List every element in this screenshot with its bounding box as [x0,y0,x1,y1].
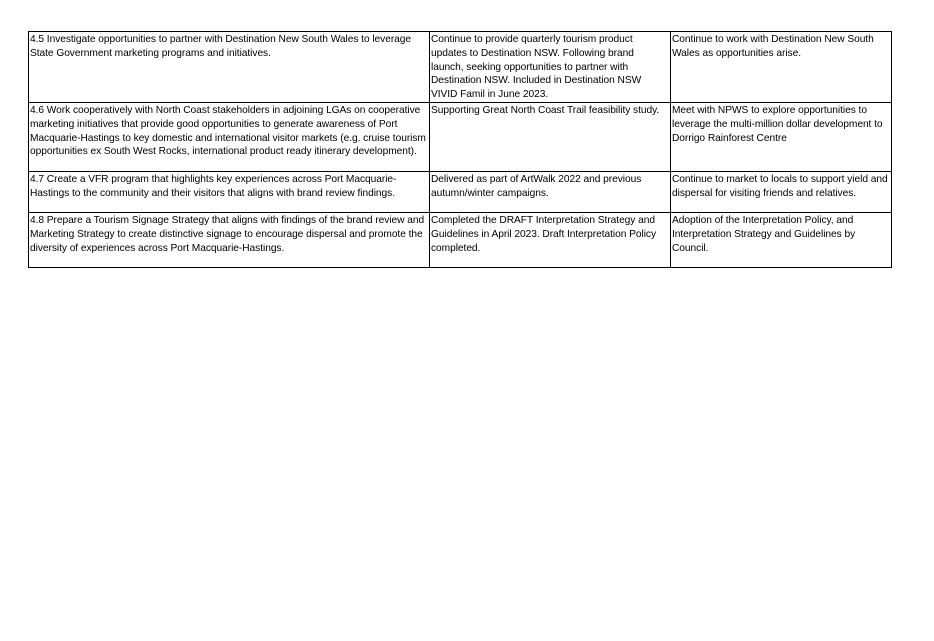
action-cell: 4.8 Prepare a Tourism Signage Strategy that aligns with findings of the brand review and Marketing Strategy to create distinctive signage to encourage dispersal and promote the diversity of experiences across Port Macquarie-Hastings. [29,212,430,267]
document-page [28,31,891,268]
progress-cell: Continue to provide quarterly tourism product updates to Destination NSW. Following brand launch, seeking opportunities to partner with Destination NSW. Included in Destination NSW VIVID Famil in June 2023. [430,32,671,103]
action-cell: 4.7 Create a VFR program that highlights key experiences across Port Macquarie-Hastings to the community and their visitors that aligns with brand review findings. [29,171,430,212]
action-cell: 4.5 Investigate opportunities to partner with Destination New South Wales to leverage State Government marketing programs and initiatives. [29,32,430,103]
next-steps-cell: Continue to market to locals to support yield and dispersal for visiting friends and relatives. [671,171,892,212]
progress-cell: Delivered as part of ArtWalk 2022 and previous autumn/winter campaigns. [430,171,671,212]
progress-cell: Completed the DRAFT Interpretation Strategy and Guidelines in April 2023. Draft Interpretation Policy completed. [430,212,671,267]
progress-cell: Supporting Great North Coast Trail feasibility study. [430,102,671,171]
next-steps-cell: Continue to work with Destination New South Wales as opportunities arise. [671,32,892,103]
action-cell: 4.6 Work cooperatively with North Coast stakeholders in adjoining LGAs on cooperative marketing initiatives that provide good opportunities to generate awareness of Port Macquarie-Hastings to key domestic and international visitor markets (e.g. cruise tourism opportunities ex South West Rocks, international product ready itinerary development). [29,102,430,171]
next-steps-cell: Meet with NPWS to explore opportunities to leverage the multi-million dollar development to Dorrigo Rainforest Centre [671,102,892,171]
action-plan-table [28,31,892,268]
next-steps-cell: Adoption of the Interpretation Policy, and Interpretation Strategy and Guidelines by Council. [671,212,892,267]
table-row [29,171,892,212]
table-row [29,32,892,103]
table-row [29,212,892,267]
table-row [29,102,892,171]
